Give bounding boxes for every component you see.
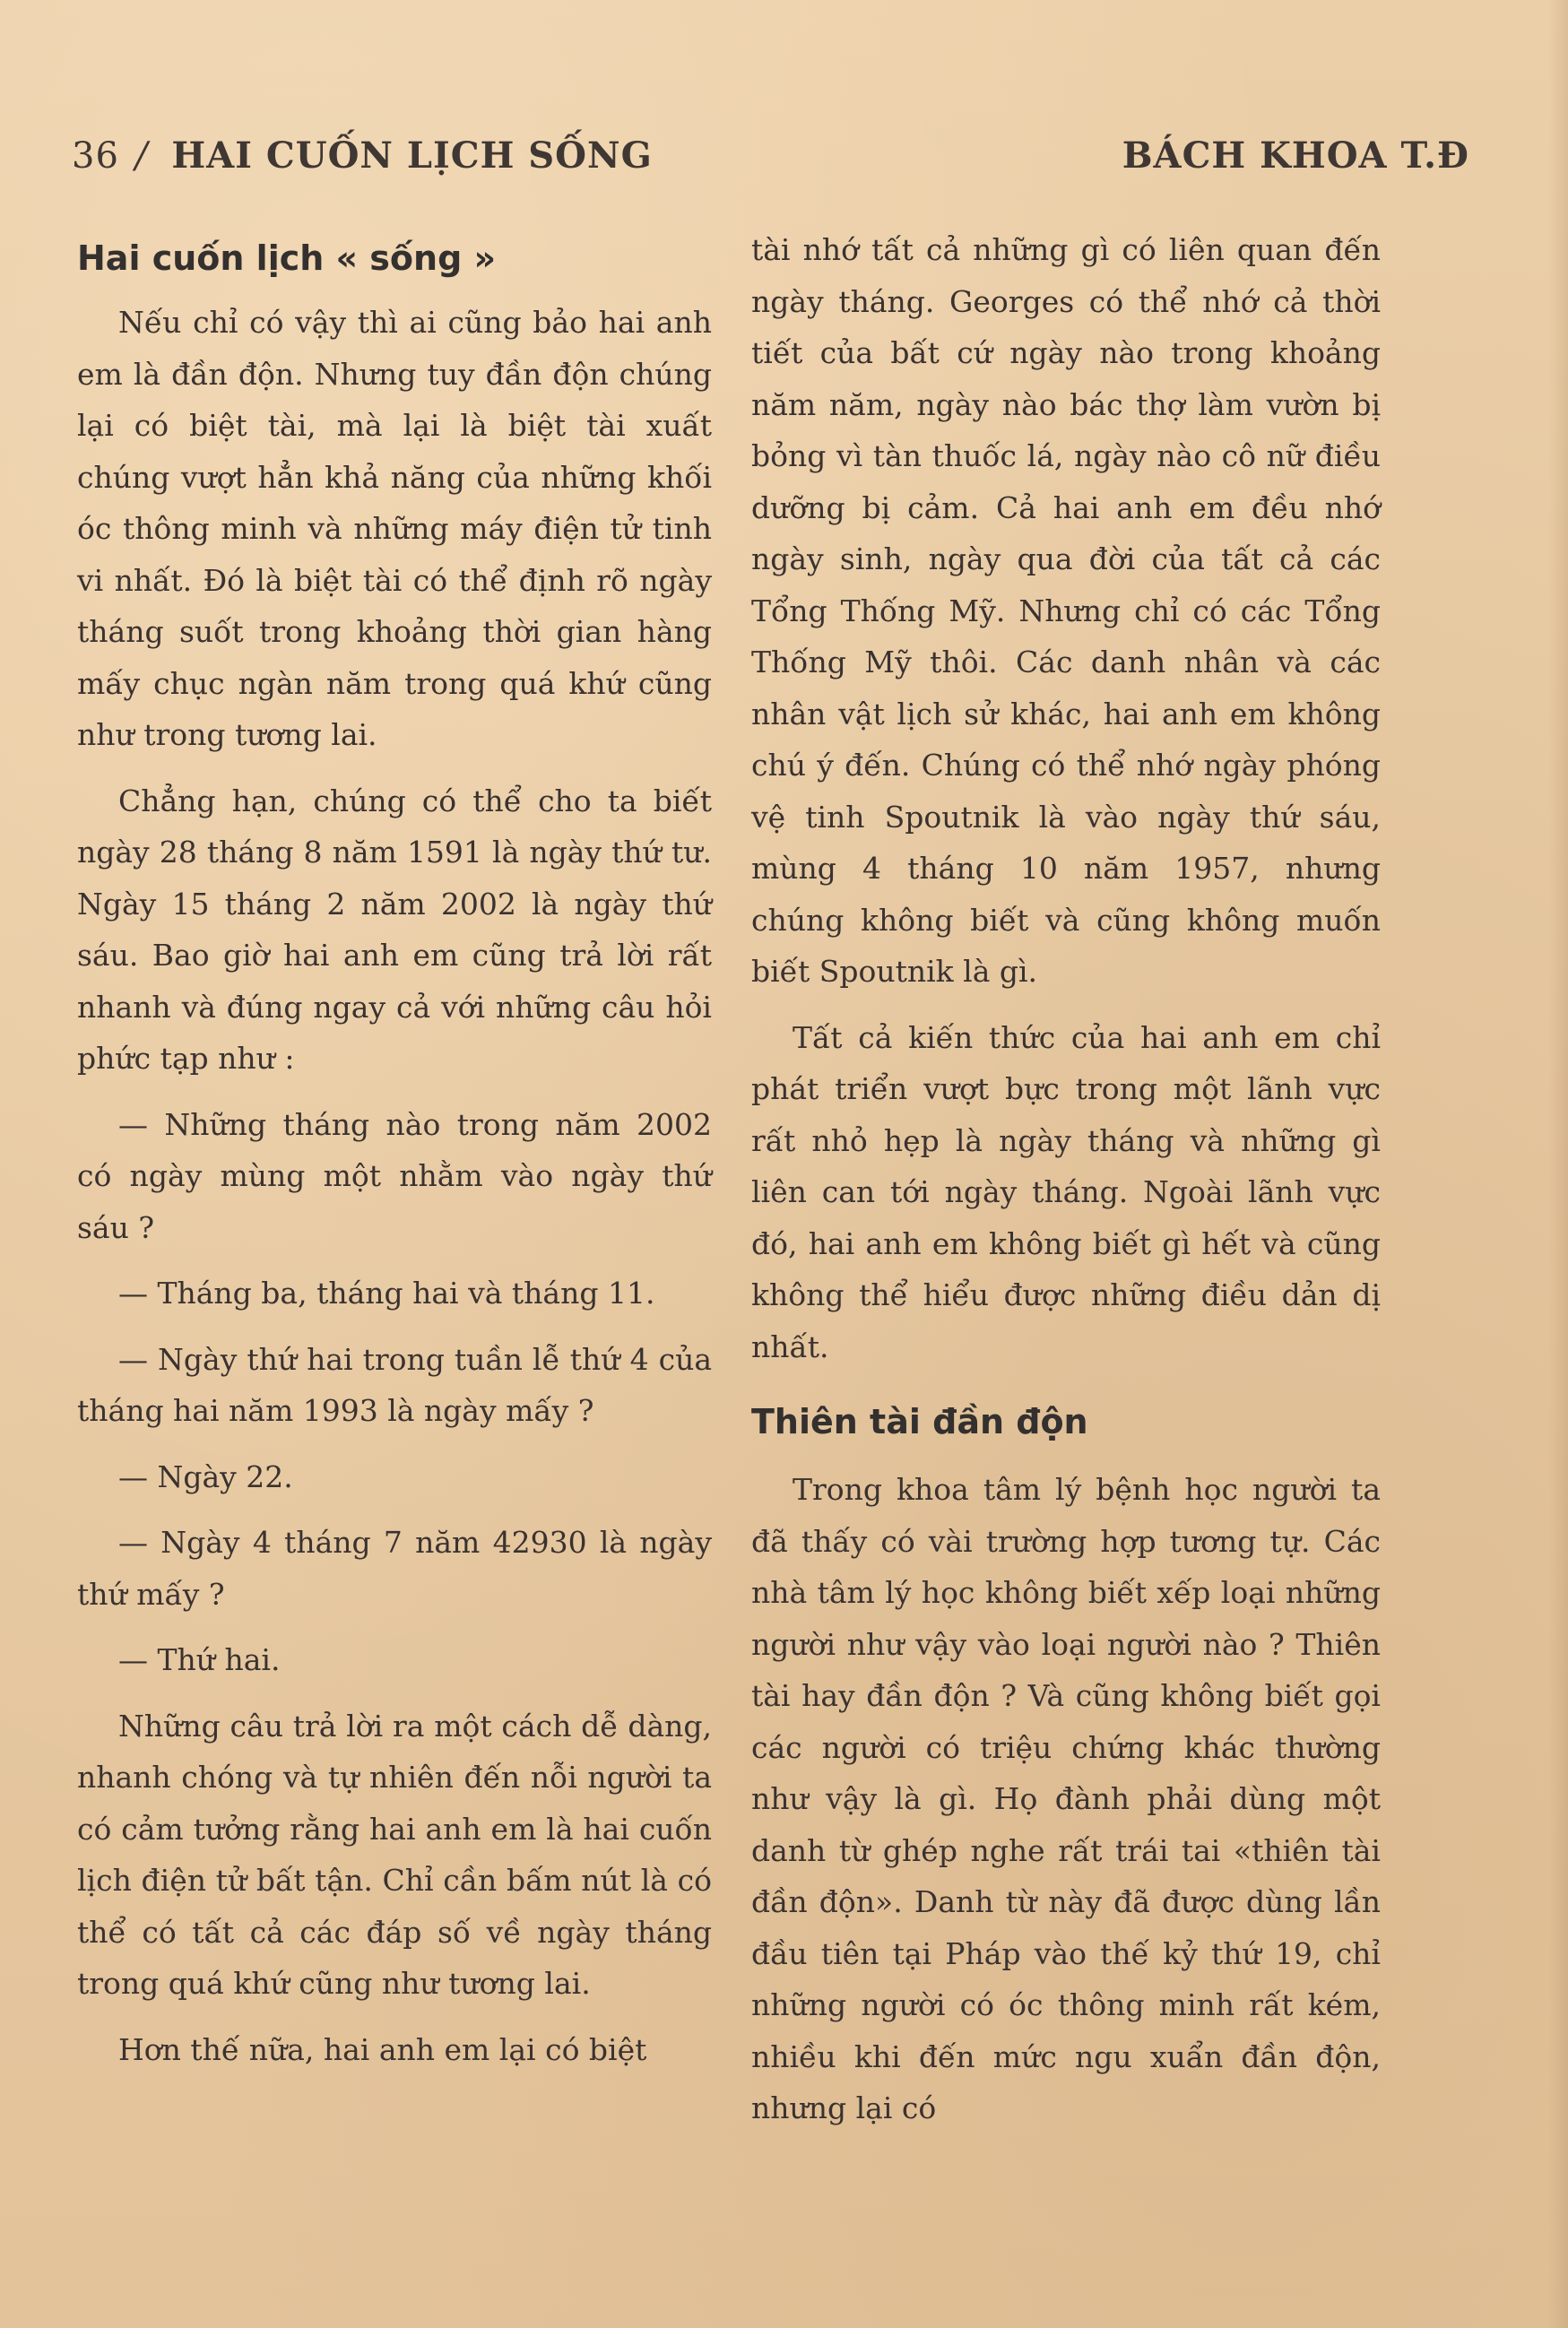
header-slash: / — [134, 135, 149, 177]
dialog-line: — Những tháng nào trong năm 2002 có ngày mùng một nhằm vào ngày thứ sáu ? — [77, 1106, 712, 1245]
dialog-line: — Ngày 4 tháng 7 năm 42930 là ngày thứ mấy ? — [77, 1525, 712, 1612]
paragraph: Hơn thế nữa, hai anh em lại có biệt — [118, 2031, 647, 2067]
paragraph: Nếu chỉ có vậy thì ai cũng bảo hai anh em là đần độn. Nhưng tuy đần độn chúng lại có biệt tài, mà lại là biệt tài xuất chúng vượt hẳn khả năng của những khối óc thông minh và những máy điện tử tinh vi nhất. Đó là biệt tài có thể định rõ ngày tháng suốt trong khoảng thời gian hàng mấy chục ngàn năm trong quá khứ cũng như trong tương lai. — [77, 305, 712, 752]
dialog-line: — Ngày 22. — [118, 1458, 293, 1494]
right-column — [751, 224, 1381, 2149]
paragraph: Chẳng hạn, chúng có thể cho ta biết ngày 28 tháng 8 năm 1591 là ngày thứ tư. Ngày 15 tháng 2 năm 2002 là ngày thứ sáu. Bao giờ hai anh em cũng trả lời rất nhanh và đúng ngay cả với những câu hỏi phức tạp như : — [77, 783, 712, 1076]
paragraph: Trong khoa tâm lý bệnh học người ta đã thấy có vài trường hợp tương tự. Các nhà tâm lý học không biết xếp loại những người như vậy vào loại người nào ? Thiên tài hay đần độn ? Và cũng không biết gọi các người có triệu chứng khác thường như vậy là gì. Họ đành phải dùng một danh từ ghép nghe rất trái tai «thiên tài đần độn». Danh từ này đã được dùng lần đầu tiên tại Pháp vào thế kỷ thứ 19, chỉ những người có óc thông minh rất kém, nhiều khi đến mức ngu xuẩn đần độn, nhưng lại có — [751, 1472, 1381, 2125]
section-heading-hai-cuon-lich: Hai cuốn lịch « sống » — [77, 238, 497, 278]
dialog-line: — Thứ hai. — [118, 1642, 281, 1677]
header-left — [72, 134, 653, 177]
left-column — [77, 229, 712, 2090]
publication-name: BÁCH KHOA T.Đ — [1122, 134, 1469, 177]
section-heading-thien-tai-dan-don: Thiên tài đần độn — [751, 1402, 1088, 1441]
running-title: HAI CUỐN LỊCH SỐNG — [171, 134, 653, 177]
dialog-line: — Ngày thứ hai trong tuần lễ thứ 4 của tháng hai năm 1993 là ngày mấy ? — [77, 1341, 712, 1428]
page-header — [72, 134, 1496, 188]
paragraph: Tất cả kiến thức của hai anh em chỉ phát triển vượt bực trong một lãnh vực rất nhỏ hẹp là ngày tháng và những gì liên can tới ngày tháng. Ngoài lãnh vực đó, hai anh em không biết gì hết và cũng không thể hiểu được những điều dản dị nhất. — [751, 1019, 1381, 1364]
paragraph-continued: tài nhớ tất cả những gì có liên quan đến ngày tháng. Georges có thể nhớ cả thời tiết của bất cứ ngày nào trong khoảng năm năm, ngày nào bác thợ làm vườn bị bỏng vì tàn thuốc lá, ngày nào cô nữ điều dưỡng bị cảm. Cả hai anh em đều nhớ ngày sinh, ngày qua đời của tất cả các Tổng Thống Mỹ. Nhưng chỉ có các Tổng Thống Mỹ thôi. Các danh nhân và các nhân vật lịch sử khác, hai anh em không chú ý đến. Chúng có thể nhớ ngày phóng vệ tinh Spoutnik là vào ngày thứ sáu, mùng 4 tháng 10 năm 1957, nhưng chúng không biết và cũng không muốn biết Spoutnik là gì. — [751, 232, 1381, 989]
dialog-line: — Tháng ba, tháng hai và tháng 11. — [118, 1276, 655, 1311]
page-number: 36 — [72, 135, 119, 177]
paragraph: Những câu trả lời ra một cách dễ dàng, nhanh chóng và tự nhiên đến nỗi người ta có cảm tưởng rằng hai anh em là hai cuốn lịch điện tử bất tận. Chỉ cần bấm nút là có thể có tất cả các đáp số về ngày tháng trong quá khứ cũng như tương lai. — [77, 1708, 712, 2001]
